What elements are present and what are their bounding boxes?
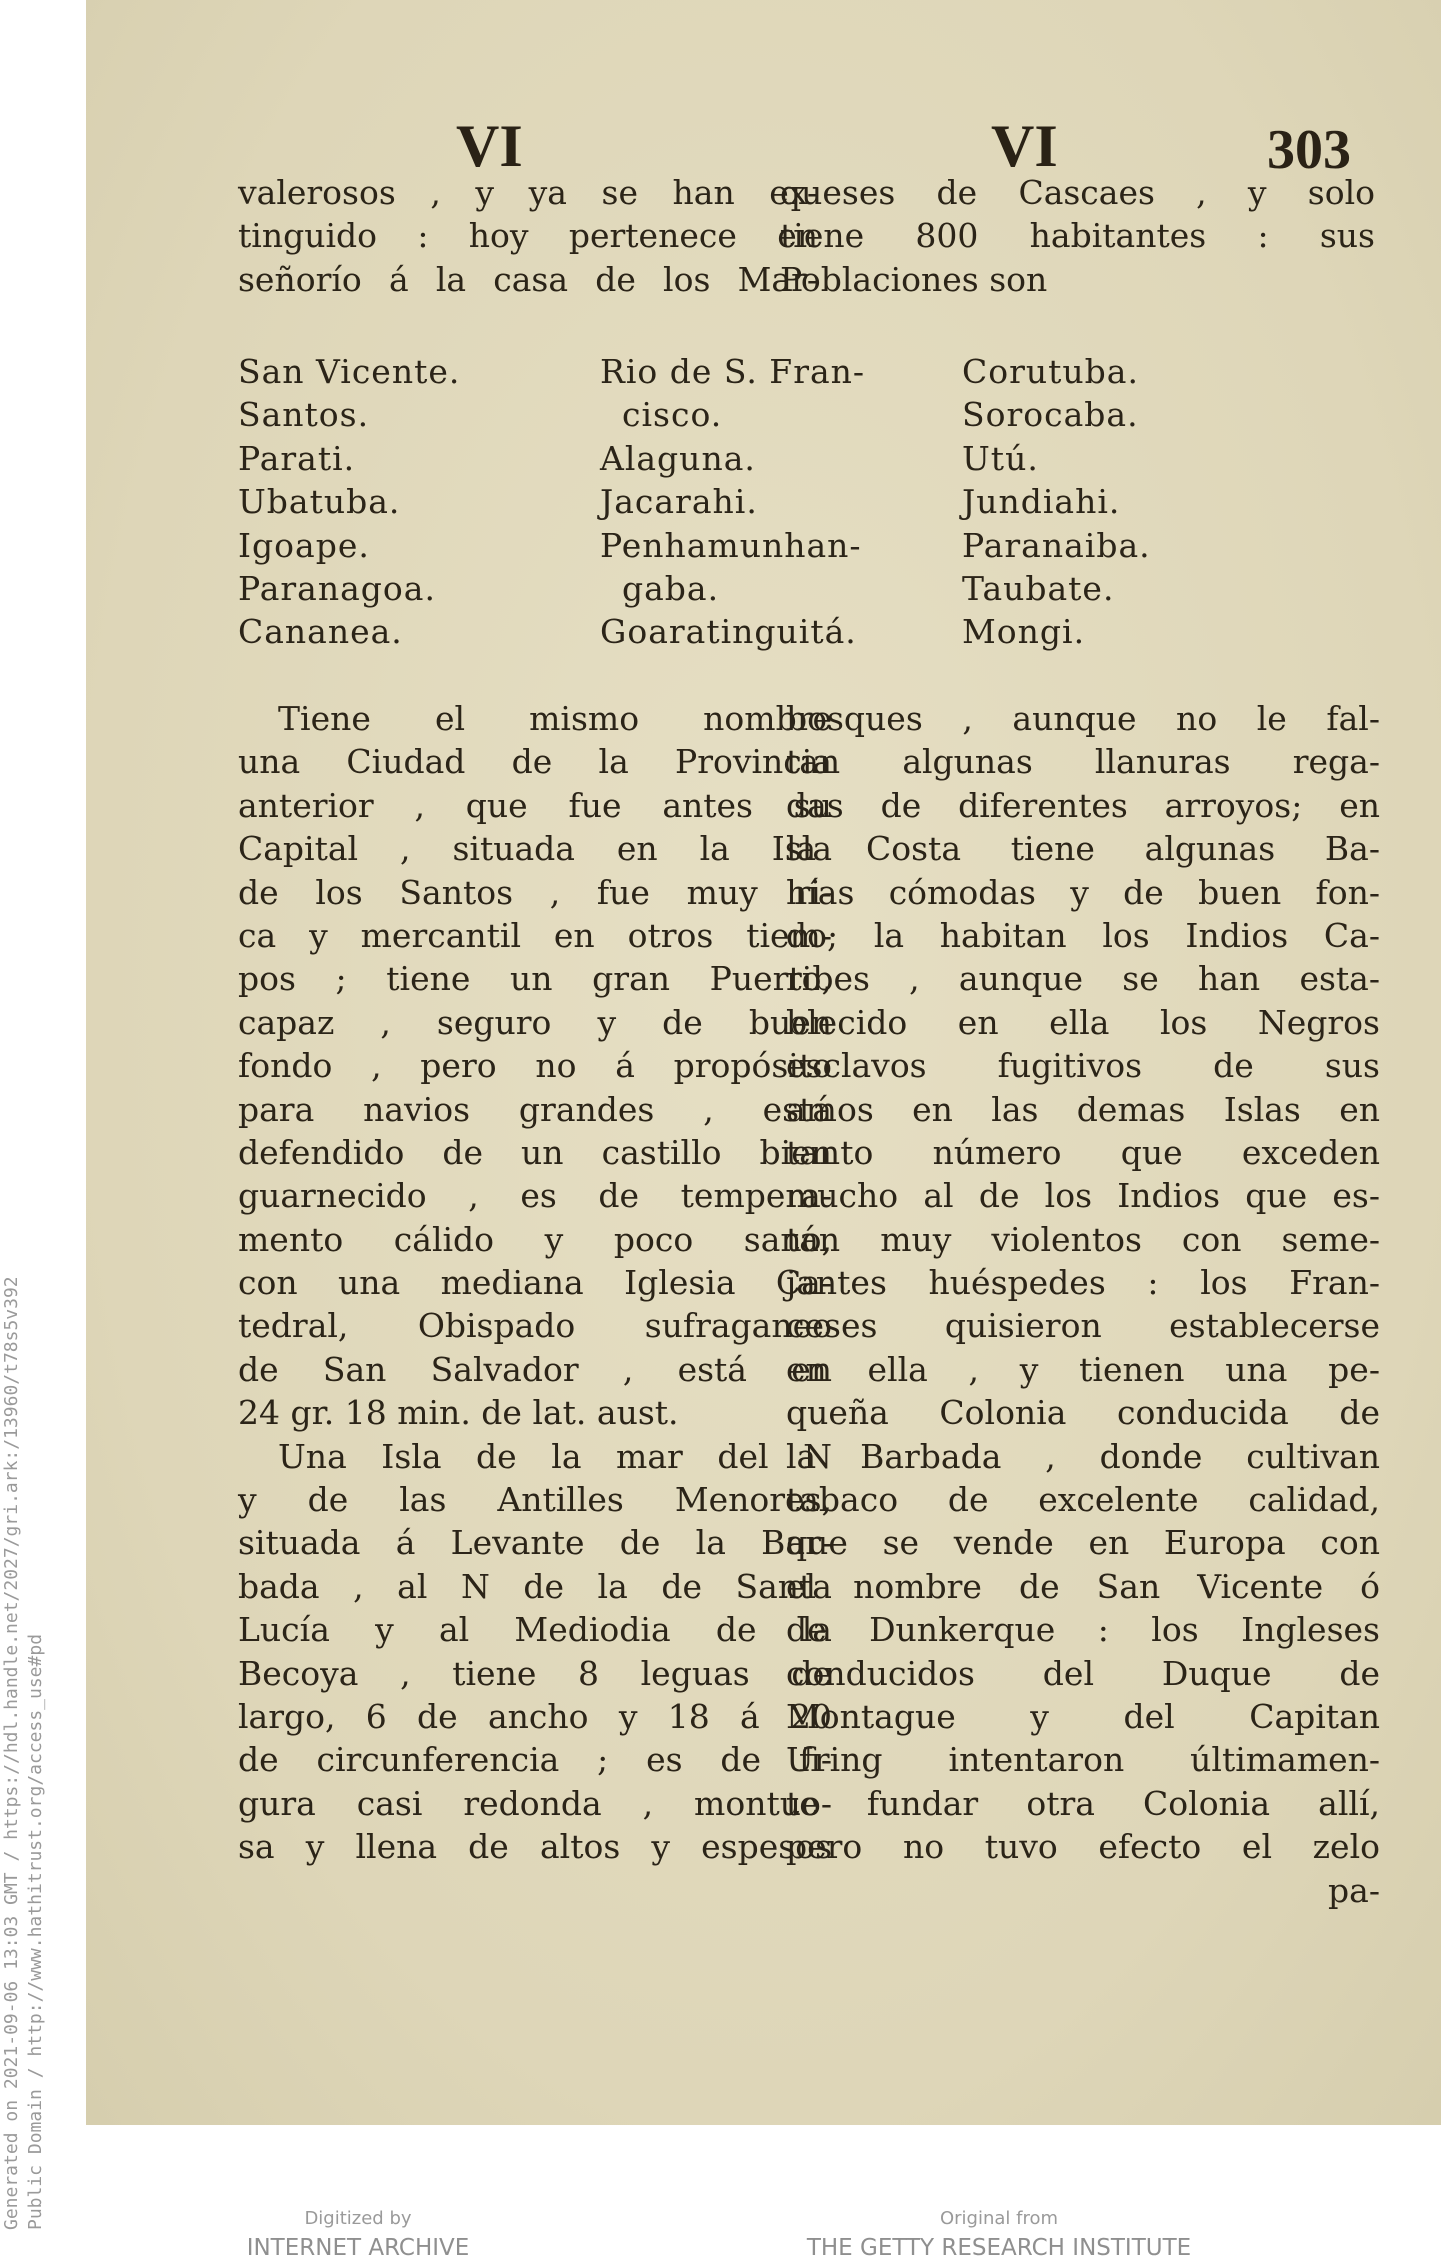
license-stamp-line: Public Domain / http://www.hathitrust.org/access_use#pd [25, 1633, 46, 2230]
text-line: tanto número que exceden [786, 1132, 1380, 1172]
text-line: para navios grandes , está [238, 1089, 832, 1129]
text-line: Becoya , tiene 8 leguas de [238, 1653, 832, 1693]
place-item: Jacarahi. [600, 482, 758, 522]
text-line: tiene 800 habitantes : sus [780, 216, 1375, 256]
place-item: Taubate. [962, 568, 1115, 608]
text-line: valerosos , y ya se han ex- [238, 173, 818, 212]
text-line: que se vende en Europa con [786, 1523, 1380, 1563]
place-item: Santos. [238, 395, 370, 435]
text-line: gura casi redonda , montuo- [238, 1783, 832, 1823]
text-line: una Ciudad de la Provincia [238, 742, 832, 782]
text-line: blecido en ella los Negros [786, 1002, 1380, 1042]
place-item: Mongi. [962, 612, 1086, 652]
digitized-label: Digitized by [304, 2208, 412, 2229]
text-line: la Barbada , donde cultivan [786, 1436, 1380, 1476]
text-line: el nombre de San Vicente ó [786, 1566, 1380, 1606]
places-column-1 [238, 350, 460, 654]
text-line: Uring intentaron últimamen- [786, 1740, 1380, 1780]
top-left-paragraph [238, 171, 818, 301]
text-line: y de las Antilles Menores, [238, 1480, 832, 1520]
place-item: Cananea. [238, 612, 403, 652]
generation-stamp-line: Generated on 2021-09-06 13:03 GMT / https://hdl.handle.net/2027/gri.ark:/13960/t78s5v392 [1, 1276, 22, 2230]
body-right-column [786, 697, 1380, 1912]
text-line: mucho al de los Indios que es- [786, 1176, 1380, 1216]
text-line: esclavos fugitivos de sus [786, 1046, 1380, 1086]
running-head-right: VI [991, 113, 1058, 179]
text-line: pero no tuvo efecto el zelo [786, 1827, 1380, 1867]
digitized-by-credit [158, 2208, 558, 2261]
running-head-left: VI [456, 113, 523, 179]
text-line: ribes , aunque se han esta- [786, 959, 1380, 999]
place-item: Rio de S. Fran- [600, 352, 866, 391]
text-line: das de diferentes arroyos; en [786, 785, 1380, 825]
place-item: Sorocaba. [962, 395, 1139, 435]
text-line: de San Salvador , está en [238, 1349, 832, 1389]
place-item: Alaguna. [600, 438, 756, 478]
text-line: pos ; tiene un gran Puerto, [238, 959, 832, 999]
place-item: Paranaiba. [962, 525, 1151, 565]
generation-stamp [0, 1276, 48, 2230]
catchword: pa- [1328, 1870, 1380, 1910]
text-line: 24 gr. 18 min. de lat. aust. [238, 1393, 679, 1433]
place-item: Paranagoa. [238, 568, 436, 608]
text-line: hías cómodas y de buen fon- [786, 872, 1380, 912]
text-line: conducidos del Duque de [786, 1653, 1380, 1693]
text-line: tán muy violentos con seme- [786, 1219, 1380, 1259]
places-column-3 [962, 350, 1151, 654]
text-line: bosques , aunque no le fal- [786, 699, 1380, 738]
places-column-2 [600, 350, 865, 654]
text-line: Una Isla de la mar del N [278, 1436, 832, 1476]
place-item: Utú. [962, 438, 1039, 478]
original-org: THE GETTY RESEARCH INSTITUTE [806, 2235, 1192, 2261]
text-line: Montague y del Capitan [786, 1696, 1380, 1736]
text-line: con una mediana Iglesia Ca- [238, 1263, 832, 1303]
text-line: amos en las demas Islas en [786, 1089, 1380, 1129]
place-item: Igoape. [238, 525, 370, 565]
top-right-paragraph [780, 171, 1375, 301]
text-line: Poblaciones son [780, 259, 1048, 299]
digitized-org: INTERNET ARCHIVE [246, 2235, 470, 2261]
scanned-page [86, 0, 1441, 2125]
place-item: Goaratinguitá. [600, 612, 857, 652]
text-line: do; la habitan los Indios Ca- [786, 915, 1380, 955]
text-line: Lucía y al Mediodia de la [238, 1610, 832, 1650]
place-item: Ubatuba. [238, 482, 401, 522]
place-item: San Vicente. [238, 352, 461, 391]
text-line: ca y mercantil en otros tiem- [238, 915, 832, 955]
place-item: gaba. [622, 568, 720, 608]
place-item: Parati. [238, 438, 356, 478]
text-line: fondo , pero no á propósito [238, 1046, 832, 1086]
text-line: bada , al N de la de Santa [238, 1566, 832, 1606]
text-line: tan algunas llanuras rega- [786, 742, 1380, 782]
text-line: Tiene el mismo nombre [278, 699, 832, 738]
text-line: te fundar otra Colonia allí, [786, 1783, 1380, 1823]
original-label: Original from [939, 2208, 1059, 2229]
place-item: Jundiahi. [962, 482, 1121, 522]
text-line: de los Santos , fue muy ri- [238, 872, 832, 912]
place-item: Penhamunhan- [600, 525, 862, 565]
text-line: de Dunkerque : los Ingleses [786, 1610, 1380, 1650]
text-line: defendido de un castillo bien [238, 1132, 832, 1172]
text-line: tinguido : hoy pertenece en [238, 216, 818, 256]
text-line: en ella , y tienen una pe- [786, 1349, 1380, 1389]
text-line: queses de Cascaes , y solo [780, 173, 1375, 212]
text-line: sa y llena de altos y espesos [238, 1827, 832, 1867]
text-line: mento cálido y poco sano, [238, 1219, 832, 1259]
original-from-credit [799, 2208, 1199, 2261]
text-line: queña Colonia conducida de [786, 1393, 1380, 1433]
text-line: jantes huéspedes : los Fran- [786, 1263, 1380, 1303]
text-line: ceses quisieron establecerse [786, 1306, 1380, 1346]
text-line: largo, 6 de ancho y 18 á 20 [238, 1696, 832, 1736]
text-line: tedral, Obispado sufraganeo [238, 1306, 832, 1346]
text-line: guarnecido , es de tempera- [238, 1176, 832, 1216]
text-line: situada á Levante de la Bar- [238, 1523, 832, 1563]
place-item: cisco. [622, 395, 723, 435]
body-left-column [238, 697, 832, 1869]
page-number: 303 [1267, 119, 1351, 181]
text-line: Capital , situada en la Isla [238, 829, 832, 869]
text-line: de circunferencia ; es de fi- [238, 1740, 832, 1780]
text-line: señorío á la casa de los Mar- [238, 259, 818, 299]
text-line: tabaco de excelente calidad, [786, 1480, 1380, 1520]
text-line: la Costa tiene algunas Ba- [786, 829, 1380, 869]
place-item: Corutuba. [962, 352, 1139, 391]
text-line: anterior , que fue antes su [238, 785, 832, 825]
text-line: capaz , seguro y de buen [238, 1002, 832, 1042]
